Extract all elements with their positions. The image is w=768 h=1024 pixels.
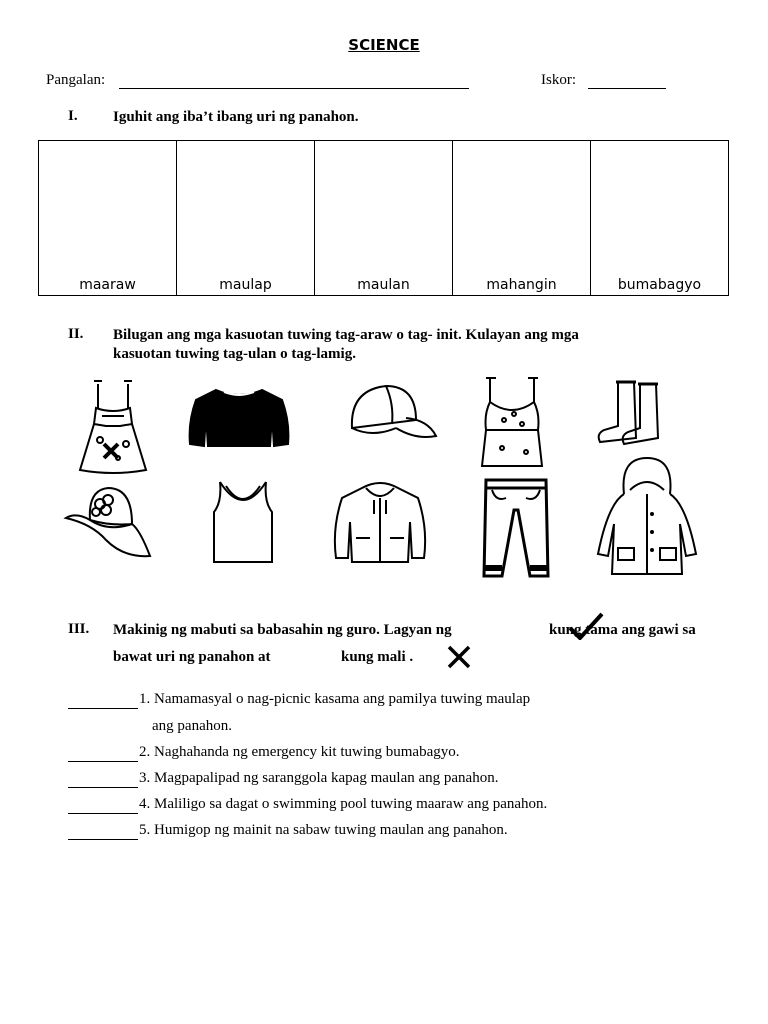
weather-cell-maaraw[interactable] <box>39 141 177 295</box>
section2-instruction-line1: Bilugan ang mga kasuotan tuwing tag-araw o tag- init. Kulayan ang mga <box>113 327 579 343</box>
weather-cell-bumabagyo[interactable] <box>591 141 728 295</box>
sweater-icon[interactable] <box>186 386 292 452</box>
section2-number: II. <box>68 326 84 342</box>
boots-icon[interactable] <box>594 378 674 448</box>
weather-drawing-grid <box>38 140 729 296</box>
dress-icon[interactable] <box>74 378 152 476</box>
page-title: SCIENCE <box>348 36 420 54</box>
section3-number: III. <box>68 621 90 637</box>
list-item: 3. Magpapalipad ng saranggola kapag maulan ang panahon. <box>139 770 499 786</box>
weather-label: maaraw <box>79 277 136 293</box>
section1-number: I. <box>68 108 78 124</box>
check-mark-icon <box>566 612 606 640</box>
weather-label: mahangin <box>486 277 557 293</box>
answer-blank-5[interactable] <box>68 823 138 840</box>
section3-instruction-line2b: kung mali . <box>341 649 414 665</box>
list-item-continuation: ang panahon. <box>152 718 232 734</box>
answer-blank-1[interactable] <box>68 692 138 709</box>
weather-cell-mahangin[interactable] <box>453 141 591 295</box>
score-label: Iskor: <box>541 72 576 88</box>
weather-cell-maulap[interactable] <box>177 141 315 295</box>
weather-label: maulan <box>357 277 410 293</box>
list-item: 5. Humigop ng mainit na sabaw tuwing maulan ang panahon. <box>139 822 508 838</box>
sun-hat-icon[interactable] <box>62 484 154 562</box>
score-field[interactable] <box>588 72 666 89</box>
list-item: 2. Naghahanda ng emergency kit tuwing bumabagyo. <box>139 744 460 760</box>
section1-instruction: Iguhit ang iba’t ibang uri ng panahon. <box>113 109 359 125</box>
cap-icon[interactable] <box>346 380 438 446</box>
hoodie-jacket-icon[interactable] <box>332 478 428 566</box>
raincoat-icon[interactable] <box>594 454 700 578</box>
section3-instruction-line1a: Makinig ng mabuti sa babasahin ng guro. Lagyan ng <box>113 622 452 638</box>
name-label: Pangalan: <box>46 72 106 88</box>
section2-instruction-line2: kasuotan tuwing tag-ulan o tag-lamig. <box>113 346 356 362</box>
list-item: 4. Maliligo sa dagat o swimming pool tuwing maaraw ang panahon. <box>139 796 548 812</box>
weather-cell-maulan[interactable] <box>315 141 453 295</box>
answer-blank-4[interactable] <box>68 797 138 814</box>
pants-icon[interactable] <box>478 476 554 580</box>
answer-blank-3[interactable] <box>68 771 138 788</box>
list-item: 1. Namamasyal o nag-picnic kasama ang pamilya tuwing maulap <box>139 691 531 707</box>
weather-label: maulap <box>219 277 272 293</box>
section3-instruction-line2a: bawat uri ng panahon at <box>113 649 271 665</box>
section3-instruction-line1b: kung tama ang gawi sa <box>549 622 696 638</box>
tank-top-icon[interactable] <box>474 374 550 470</box>
x-mark-icon <box>446 644 472 670</box>
sando-icon[interactable] <box>206 478 280 566</box>
weather-label: bumabagyo <box>617 277 702 293</box>
name-field[interactable] <box>119 72 469 89</box>
answer-blank-2[interactable] <box>68 745 138 762</box>
